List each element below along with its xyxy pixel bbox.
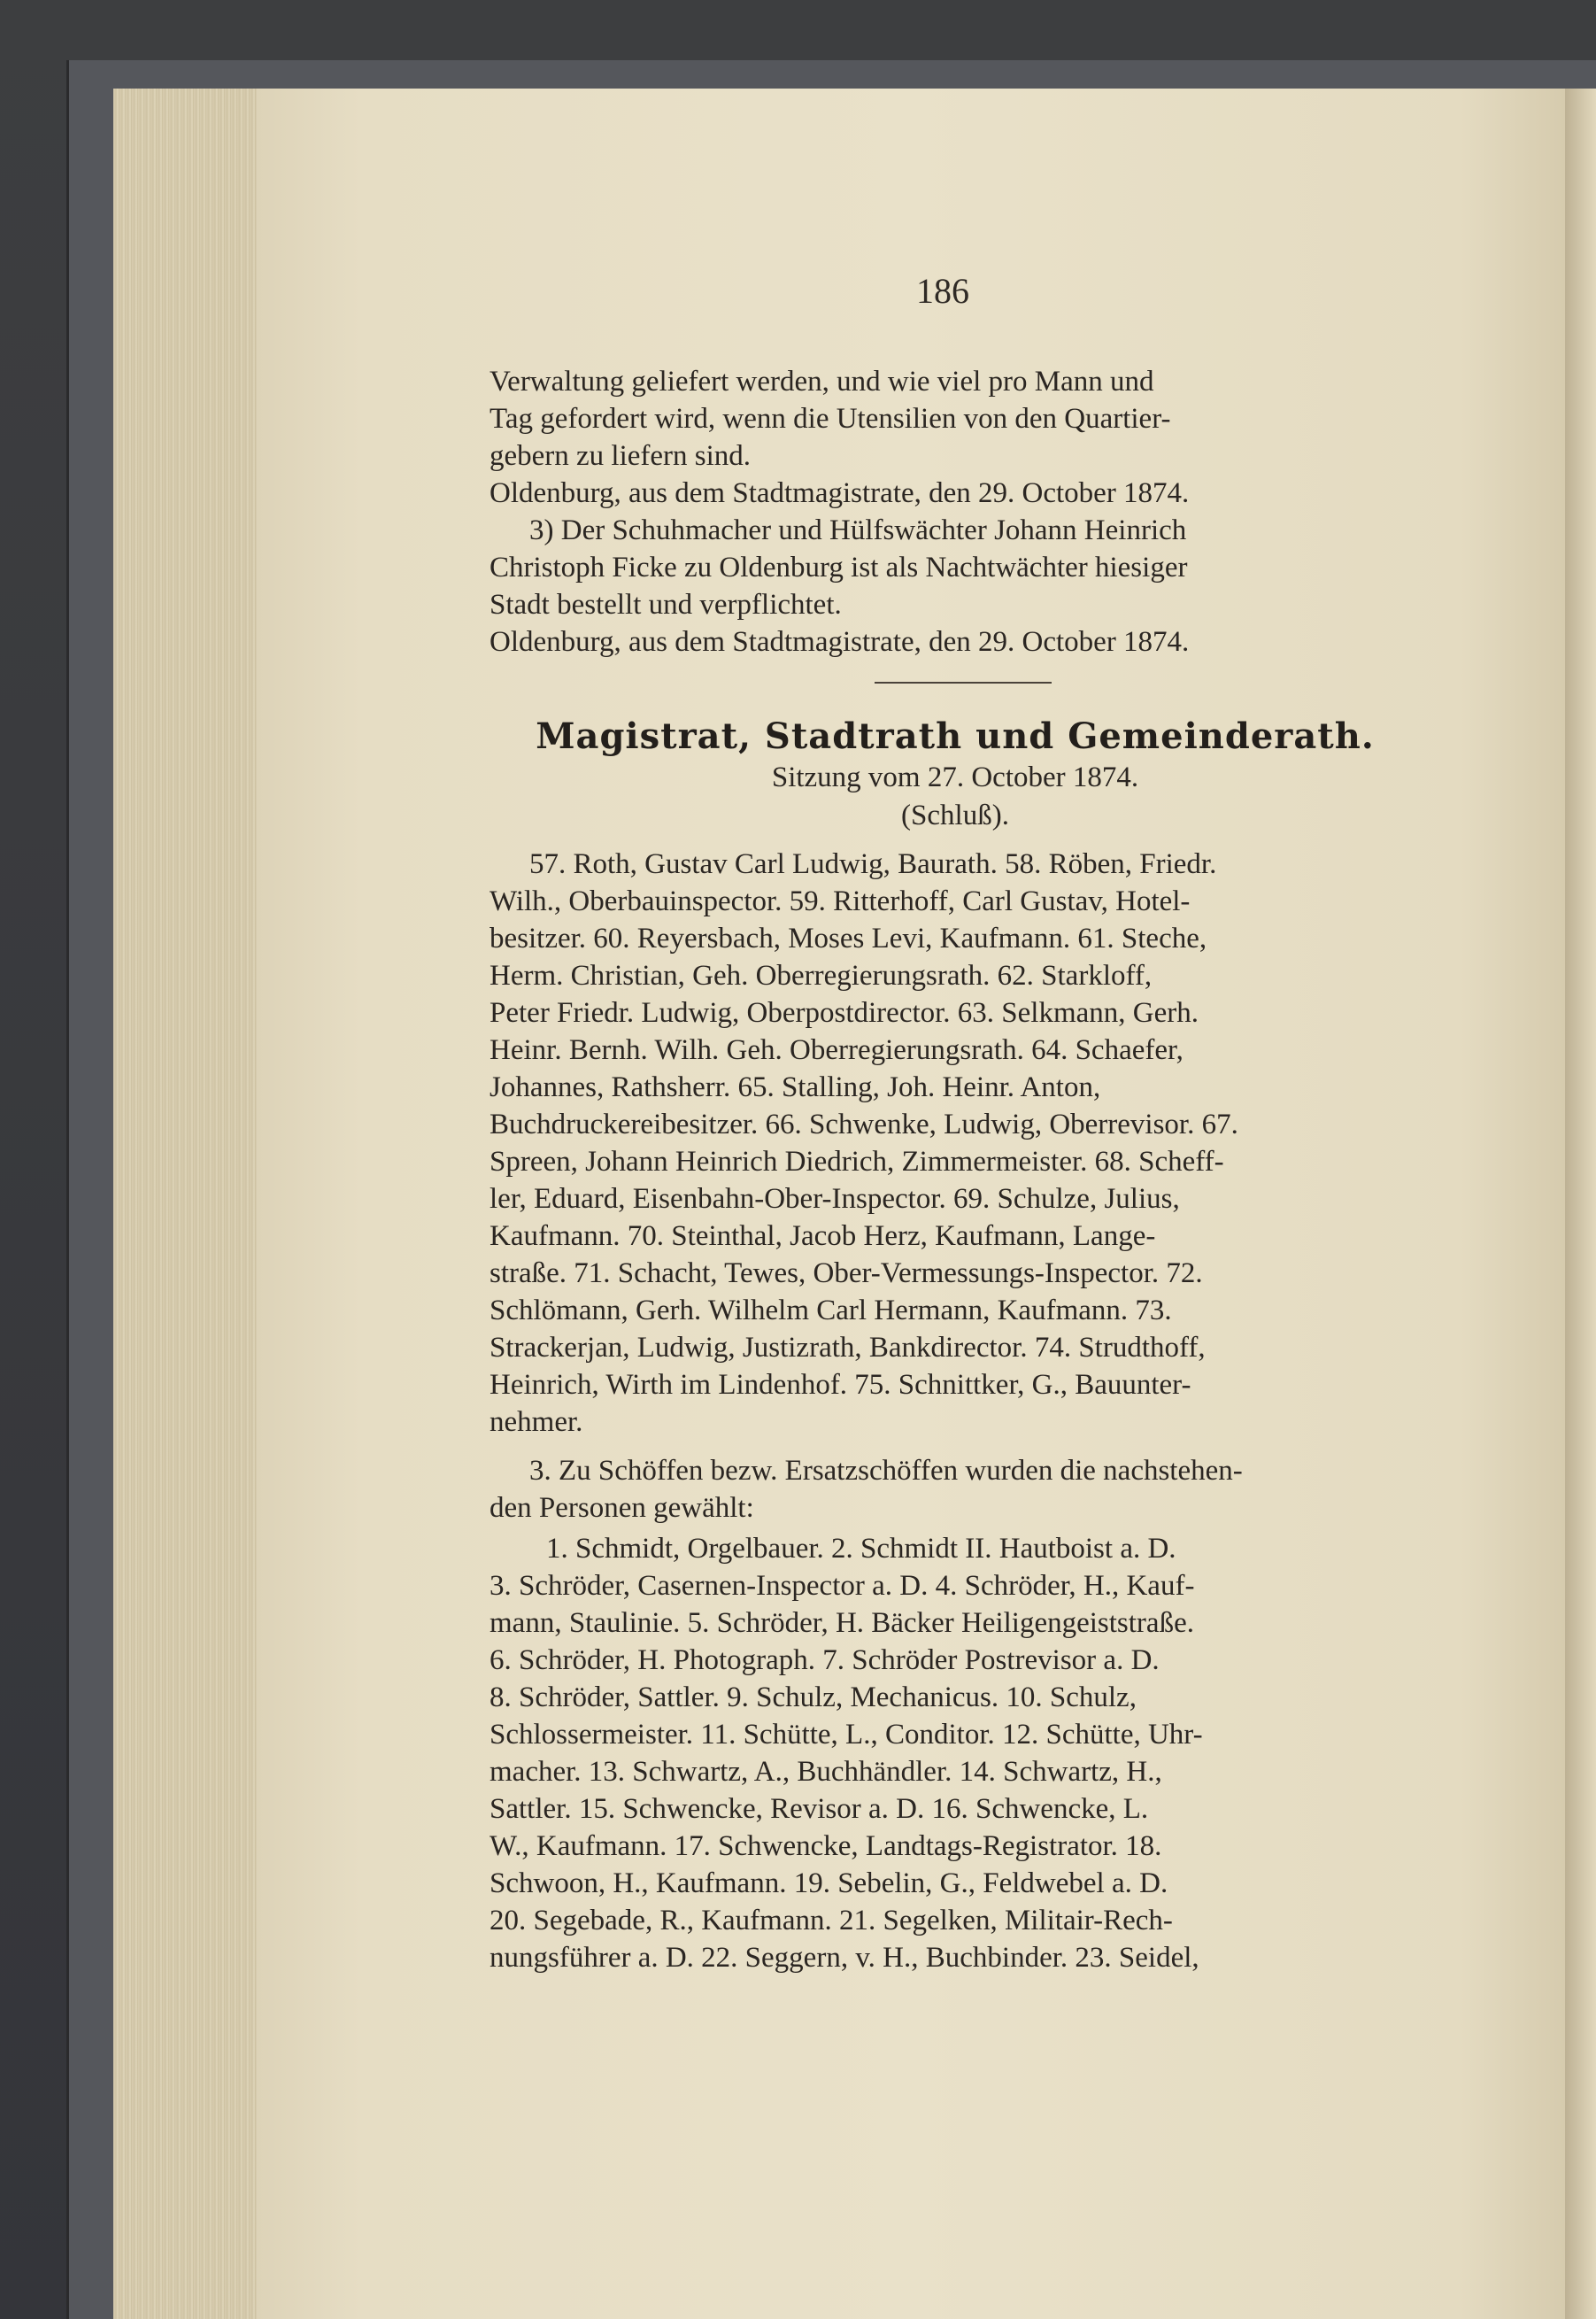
intro-paragraph	[490, 363, 1421, 661]
session-line: Sitzung vom 27. October 1874.	[771, 761, 1139, 793]
text-line: Christoph Ficke zu Oldenburg ist als Nachtwächter hiesiger	[490, 552, 1188, 584]
list-line: 8. Schröder, Sattler. 9. Schulz, Mechanicus. 10. Schulz,	[490, 1681, 1137, 1713]
text-line: 3) Der Schuhmacher und Hülfswächter Johann Heinrich	[529, 514, 1187, 546]
list-line: Peter Friedr. Ludwig, Oberpostdirector. 63. Selkmann, Gerh.	[490, 997, 1199, 1029]
list-line: 3. Schröder, Casernen-Inspector a. D. 4. Schröder, H., Kauf-	[490, 1570, 1195, 1602]
list-line: macher. 13. Schwartz, A., Buchhändler. 14. Schwartz, H.,	[490, 1756, 1162, 1788]
list-line: Sattler. 15. Schwencke, Revisor a. D. 16. Schwencke, L.	[490, 1793, 1149, 1825]
list-line: Spreen, Johann Heinrich Diedrich, Zimmermeister. 68. Scheff-	[490, 1146, 1224, 1178]
item-3-paragraph	[490, 1452, 1421, 1527]
list-line: Strackerjan, Ludwig, Justizrath, Bankdirector. 74. Strudthoff,	[490, 1332, 1206, 1364]
text-line: Verwaltung geliefert werden, und wie viel pro Mann und	[490, 366, 1154, 398]
list-line: Heinr. Bernh. Wilh. Geh. Oberregierungsrath. 64. Schaefer,	[490, 1034, 1184, 1066]
list-line: mann, Staulinie. 5. Schröder, H. Bäcker Heiligengeiststraße.	[490, 1607, 1194, 1639]
list-line: besitzer. 60. Reyersbach, Moses Levi, Kaufmann. 61. Steche,	[490, 923, 1207, 955]
list-line: W., Kaufmann. 17. Schwencke, Landtags-Registrator. 18.	[490, 1830, 1162, 1862]
page-number: 186	[916, 271, 969, 311]
list-line: Kaufmann. 70. Steinthal, Jacob Herz, Kaufmann, Lange-	[490, 1220, 1156, 1252]
member-list	[490, 846, 1421, 1441]
section-divider	[875, 682, 1052, 684]
text-line: Tag gefordert wird, wenn die Utensilien von den Quartier-	[490, 403, 1171, 435]
text-line: gebern zu liefern sind.	[490, 440, 752, 472]
list-line: 1. Schmidt, Orgelbauer. 2. Schmidt II. Hautboist a. D.	[546, 1533, 1176, 1565]
list-line: Schwoon, H., Kaufmann. 19. Sebelin, G., Feldwebel a. D.	[490, 1867, 1168, 1899]
list-line: straße. 71. Schacht, Tewes, Ober-Vermessungs-Inspector. 72.	[490, 1257, 1203, 1289]
list-line: Schlömann, Gerh. Wilhelm Carl Hermann, Kaufmann. 73.	[490, 1295, 1172, 1326]
text-line: 3. Zu Schöffen bezw. Ersatzschöffen wurden die nachstehen-	[529, 1455, 1243, 1487]
list-line: Buchdruckereibesitzer. 66. Schwenke, Ludwig, Oberrevisor. 67.	[490, 1109, 1238, 1140]
schoeffen-list	[490, 1530, 1421, 1976]
list-line: 6. Schröder, H. Photograph. 7. Schröder Postrevisor a. D.	[490, 1644, 1160, 1676]
list-line: Wilh., Oberbauinspector. 59. Ritterhoff, Carl Gustav, Hotel-	[490, 885, 1191, 917]
section-title: Magistrat, Stadtrath und Gemeinderath.	[536, 715, 1375, 757]
list-line: ler, Eduard, Eisenbahn-Ober-Inspector. 69. Schulze, Julius,	[490, 1183, 1180, 1215]
list-line: 57. Roth, Gustav Carl Ludwig, Baurath. 58. Röben, Friedr.	[529, 848, 1217, 880]
list-line: Heinrich, Wirth im Lindenhof. 75. Schnittker, G., Bauunter-	[490, 1369, 1191, 1401]
list-line: Johannes, Rathsherr. 65. Stalling, Joh. Heinr. Anton,	[490, 1071, 1101, 1103]
list-line: nungsführer a. D. 22. Seggern, v. H., Buchbinder. 23. Seidel,	[490, 1942, 1199, 1974]
book-gutter	[1565, 89, 1596, 2319]
list-line: nehmer.	[490, 1406, 583, 1438]
list-line: Schlossermeister. 11. Schütte, L., Conditor. 12. Schütte, Uhr-	[490, 1719, 1203, 1751]
list-line: Herm. Christian, Geh. Oberregierungsrath. 62. Starkloff,	[490, 960, 1153, 992]
text-line: Stadt bestellt und verpflichtet.	[490, 589, 842, 621]
conclusion-line: (Schluß).	[901, 800, 1009, 831]
text-line: Oldenburg, aus dem Stadtmagistrate, den 29. October 1874.	[490, 477, 1190, 509]
text-line: Oldenburg, aus dem Stadtmagistrate, den 29. October 1874.	[490, 626, 1190, 658]
list-line: 20. Segebade, R., Kaufmann. 21. Segelken, Militair-Rech-	[490, 1905, 1173, 1936]
page-stack-edges	[113, 89, 264, 2319]
text-line: den Personen gewählt:	[490, 1492, 754, 1524]
